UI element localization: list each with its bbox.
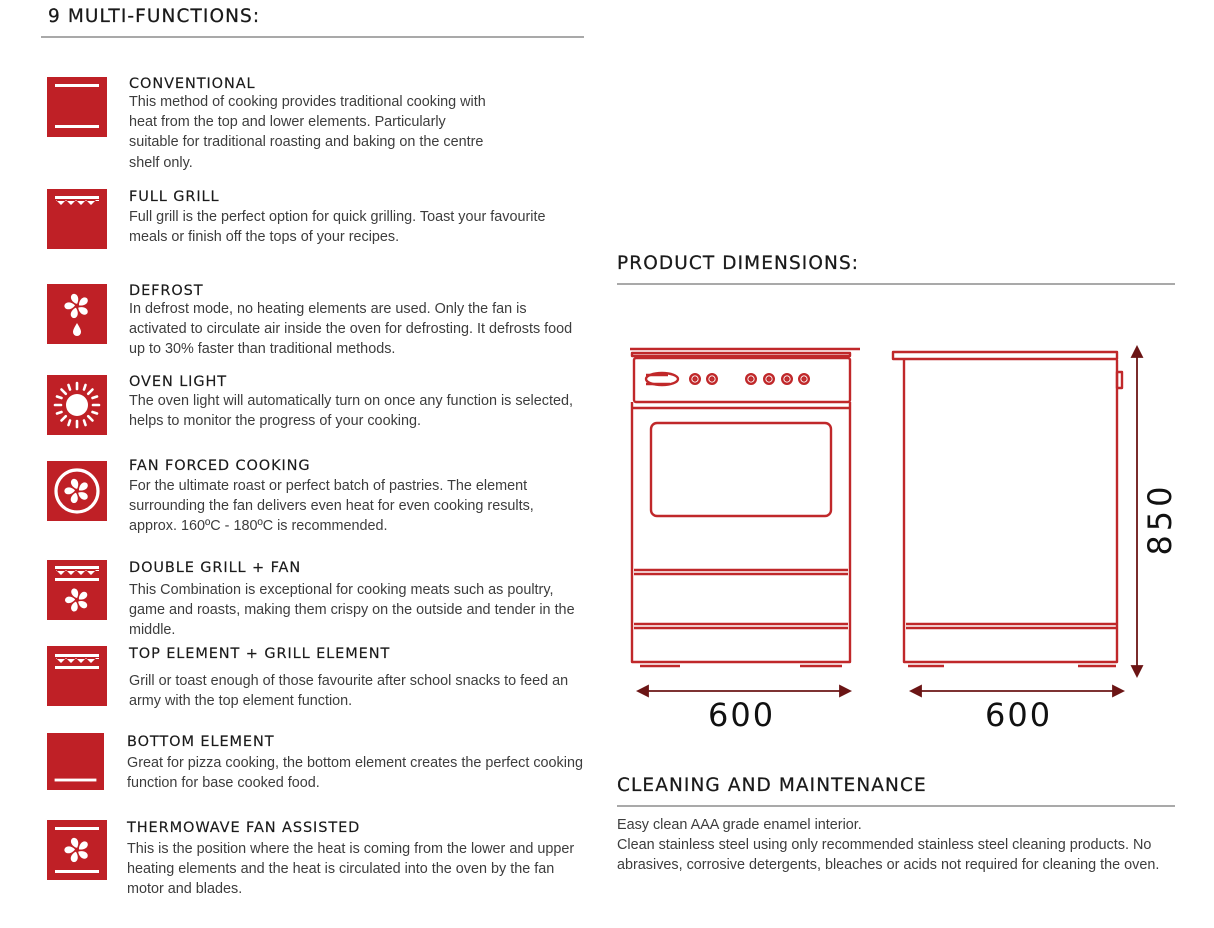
functions-section-title: 9 MULTI-FUNCTIONS: (48, 6, 261, 27)
dimensions-section-title: PRODUCT DIMENSIONS: (617, 253, 860, 274)
function-title-oven-light: OVEN LIGHT (129, 374, 228, 390)
function-title-conventional: CONVENTIONAL (129, 76, 256, 92)
side-depth-label: 600 (985, 696, 1053, 734)
top-grill-element-icon (47, 646, 107, 706)
thermowave-icon (47, 820, 107, 880)
cleaning-section-title: CLEANING AND MAINTENANCE (617, 775, 927, 796)
function-title-full-grill: FULL GRILL (129, 189, 220, 205)
dimensions-title-divider (617, 283, 1175, 285)
full-grill-icon (47, 189, 107, 249)
function-desc-double-grill-fan: This Combination is exceptional for cooking meats such as poultry, game and roasts, making them crispy on the outside and tender in the middle. (129, 582, 575, 639)
function-desc-bottom-element: Great for pizza cooking, the bottom element creates the perfect cooking function for base cooked food. (127, 755, 583, 792)
cleaning-title-divider (617, 805, 1175, 807)
function-desc-full-grill: Full grill is the perfect option for quick grilling. Toast your favourite meals or finish off the tops of your recipes. (129, 209, 546, 246)
function-title-bottom-element: BOTTOM ELEMENT (127, 734, 275, 750)
function-title-double-grill-fan: DOUBLE GRILL + FAN (129, 560, 302, 576)
double-grill-fan-icon (47, 560, 107, 620)
function-title-defrost: DEFROST (129, 283, 204, 299)
function-title-top-grill-element: TOP ELEMENT + GRILL ELEMENT (129, 646, 391, 662)
function-desc-defrost: In defrost mode, no heating elements are used. Only the fan is activated to circulate air inside the oven for defrosting. It defrosts food up to 30% faster than traditional methods. (129, 301, 573, 358)
cleaning-line-1: Easy clean AAA grade enamel interior. (617, 817, 862, 833)
function-desc-oven-light: The oven light will automatically turn on once any function is selected, helps to monitor the progress of your cooking. (129, 393, 573, 430)
defrost-icon (47, 284, 107, 344)
function-title-fan-forced: FAN FORCED COOKING (129, 458, 311, 474)
front-width-label: 600 (708, 696, 776, 734)
conventional-icon (47, 77, 107, 137)
functions-title-divider (41, 36, 584, 38)
cleaning-line-2: Clean stainless steel using only recommended stainless steel cleaning products. No abrasives, corrosive detergents, bleaches or acids not required for cleaning the oven. (617, 837, 1160, 874)
fan-forced-icon (47, 461, 107, 521)
function-desc-conventional: This method of cooking provides traditional cooking with heat from the top and lower elements. Particularly suitable for traditional roasting and baking on the centre shelf only. (129, 94, 486, 171)
height-label: 850 (1141, 482, 1179, 556)
oven-light-icon (47, 375, 107, 435)
function-desc-fan-forced: For the ultimate roast or perfect batch of pastries. The element surrounding the fan delivers even heat for even cooking results, approx. 160ºC - 180ºC is recommended. (129, 478, 534, 535)
bottom-element-icon (47, 733, 104, 790)
function-title-thermowave: THERMOWAVE FAN ASSISTED (127, 820, 361, 836)
dimension-arrows (620, 340, 1180, 740)
function-desc-top-grill-element: Grill or toast enough of those favourite after school snacks to feed an army with the top element function. (129, 673, 569, 710)
function-desc-thermowave: This is the position where the heat is coming from the lower and upper heating elements and the heat is circulated into the oven by the fan motor and blades. (127, 841, 575, 898)
